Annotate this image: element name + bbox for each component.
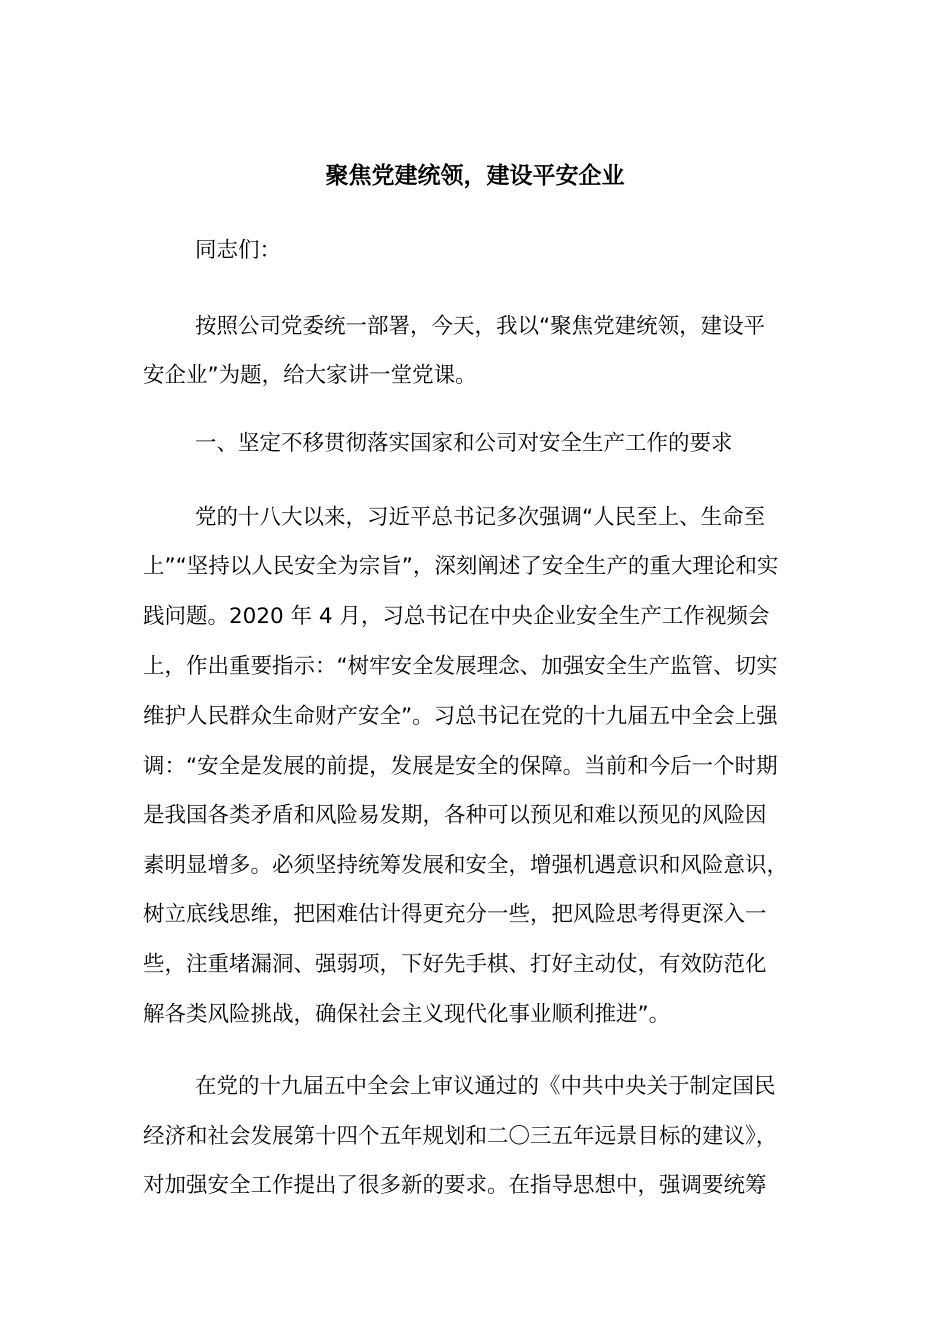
salutation: 同志们： [195, 238, 282, 263]
paragraph-line: 践问题。2020 年 4 月，习总书记在中央企业安全生产工作视频会 [143, 604, 770, 629]
paragraph-line: 上，作出重要指示：“树牢安全发展理念、加强安全生产监管、切实 [143, 654, 778, 679]
paragraph-line: 是我国各类矛盾和风险易发期，各种可以预见和难以预见的风险因 [143, 803, 767, 828]
paragraph-line: 按照公司党委统一部署，今天，我以“聚焦党建统领，建设平 [195, 314, 766, 339]
paragraph-line: 安企业”为题，给大家讲一堂党课。 [143, 363, 477, 388]
paragraph-line: 上”“坚持以人民安全为宗旨”，深刻阐述了安全生产的重大理论和实 [143, 554, 779, 579]
paragraph-line: 对加强安全工作提出了很多新的要求。在指导思想中，强调要统筹 [143, 1173, 767, 1198]
paragraph-line: 解各类风险挑战，确保社会主义现代化事业顺利推进”。 [143, 1002, 671, 1027]
paragraph-line: 在党的十九届五中全会上审议通过的《中共中央关于制定国民 [195, 1074, 776, 1099]
document-title: 聚焦党建统领，建设平安企业 [325, 163, 625, 189]
paragraph-line: 树立底线思维，把困难估计得更充分一些，把风险思考得更深入一 [143, 902, 767, 927]
paragraph-line: 素明显增多。必须坚持统筹发展和安全，增强机遇意识和风险意识， [143, 853, 789, 878]
paragraph-line: 党的十八大以来，习近平总书记多次强调“人民至上、生命至 [195, 505, 766, 530]
paragraph-line: 经济和社会发展第十四个五年规划和二〇三五年远景目标的建议》， [143, 1124, 778, 1149]
section-heading: 一、坚定不移贯彻落实国家和公司对安全生产工作的要求 [195, 431, 733, 456]
paragraph-line: 调：“安全是发展的前提，发展是安全的保障。当前和今后一个时期 [143, 754, 778, 779]
paragraph-line: 些，注重堵漏洞、强弱项，下好先手棋、打好主动仗，有效防范化 [143, 952, 767, 977]
paragraph-line: 维护人民群众生命财产安全”。习总书记在党的十九届五中全会上强 [143, 704, 778, 729]
